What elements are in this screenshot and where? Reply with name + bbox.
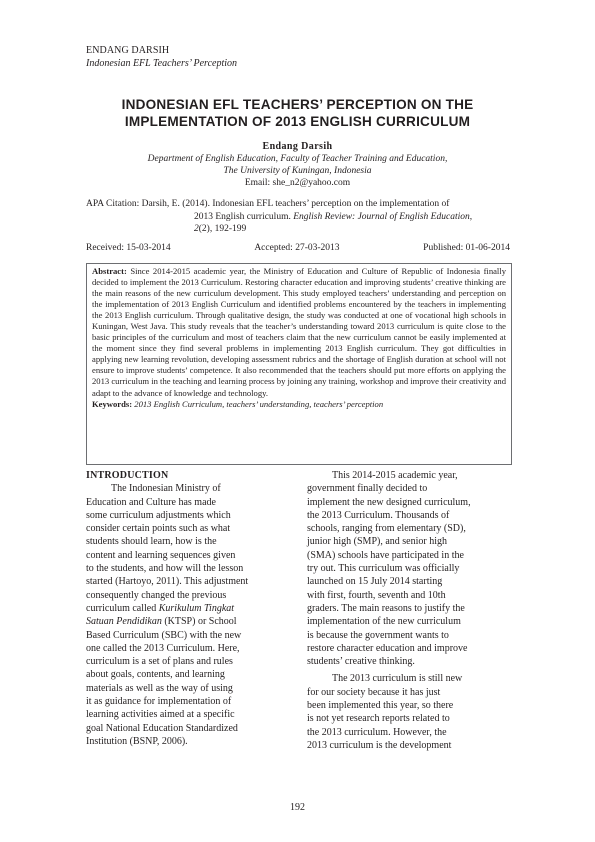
text-line: is because the government wants to	[307, 629, 449, 641]
affiliation-line-1: Department of English Education, Faculty of Teacher Training and Education,	[147, 154, 448, 164]
text-line: it as guidance for implementation of	[86, 696, 232, 708]
text-line: started (Hartoyo, 2011). This adjustment	[86, 576, 249, 588]
text-line: launched on 15 July 2014 starting	[307, 576, 443, 588]
text-line: about goals, contents, and learning	[86, 669, 225, 681]
citation-line-2	[86, 211, 510, 224]
left-column-body	[86, 482, 291, 748]
text-line: is not yet research reports related to	[307, 713, 450, 725]
text-line: The 2013 curriculum is still new	[332, 673, 463, 685]
text-line: for our society because it has just	[307, 686, 441, 698]
citation-line-1: APA Citation: Darsih, E. (2014). Indonesian EFL teachers’ perception on the implementation of	[86, 199, 450, 209]
right-column	[307, 469, 512, 752]
keywords	[92, 399, 506, 410]
text-line: 2013 curriculum is the development	[307, 739, 452, 751]
date-accepted: Accepted: 27-03-2013	[254, 243, 340, 253]
text-line: learning activities aimed at a specific	[86, 709, 235, 721]
citation-plain: 2013 English curriculum.	[194, 211, 294, 222]
text-line: implementation of the new curriculum	[307, 616, 461, 628]
text-line: Institution (BSNP, 2006).	[86, 735, 188, 747]
text-line: students should learn, how is the	[86, 536, 217, 548]
author-email: Email: she_n2@yahoo.com	[244, 178, 351, 188]
text-line: consider certain points such as what	[86, 523, 231, 535]
left-column	[86, 469, 291, 748]
title-line-1: INDONESIAN EFL TEACHERS’ PERCEPTION ON THE	[121, 97, 474, 112]
text-line: The Indonesian Ministry of	[111, 483, 221, 495]
date-received: Received: 15-03-2014	[86, 243, 171, 253]
text-line: Based Curriculum (SBC) with the new	[86, 629, 242, 641]
text-run: (KTSP) or School	[161, 616, 237, 628]
running-head-author: ENDANG DARSIH	[86, 45, 170, 56]
text-line: students’ creative thinking.	[307, 656, 415, 668]
text-line: (SMA) schools have participated in the	[307, 549, 464, 561]
text-line: consequently changed the previous	[86, 589, 227, 601]
text-line	[86, 602, 291, 615]
text-run: curriculum called	[86, 602, 159, 614]
text-line: materials as well as the way of using	[86, 682, 233, 694]
text-line: been implemented this year, so there	[307, 700, 454, 712]
abstract-label: Abstract:	[92, 266, 127, 276]
article-dates	[86, 243, 510, 253]
section-heading-introduction: INTRODUCTION	[86, 470, 169, 481]
text-line: one called the 2013 Curriculum. Here,	[86, 642, 240, 654]
text-line: try out. This curriculum was officially	[307, 563, 460, 575]
author-name: Endang Darsih	[262, 141, 333, 152]
title-line-2: IMPLEMENTATION OF 2013 ENGLISH CURRICULUM	[124, 114, 471, 129]
apa-citation	[86, 198, 510, 236]
text-line: content and learning sequences given	[86, 549, 236, 561]
text-line: restore character education and improve	[307, 642, 468, 654]
text-line: with first, fourth, seventh and 10th	[307, 589, 446, 601]
italic-term: Kurikulum Tingkat	[158, 602, 235, 614]
text-line: the 2013 curriculum. However, the	[307, 726, 447, 738]
text-line: some curriculum adjustments which	[86, 509, 231, 521]
text-line: the 2013 Curriculum. Thousands of	[307, 509, 450, 521]
keywords-label: Keywords:	[92, 398, 133, 409]
abstract-box	[86, 263, 512, 465]
keywords-text: 2013 English Curriculum, teachers’ understanding, teachers’ perception	[134, 398, 384, 409]
abstract	[92, 266, 506, 399]
italic-term: Satuan Pendidikan	[86, 616, 162, 628]
text-line	[86, 615, 291, 628]
right-column-body	[307, 469, 512, 752]
text-line: graders. The main reasons to justify the	[307, 602, 465, 614]
citation-line-3	[86, 223, 510, 236]
article-title	[60, 96, 535, 130]
page-number: 192	[290, 802, 305, 813]
text-line: curriculum is a set of plans and rules	[86, 656, 233, 668]
text-line: junior high (SMP), and senior high	[307, 536, 447, 548]
citation-volume: 2	[194, 224, 199, 234]
abstract-text: Since 2014-2015 academic year, the Ministry of Education and Culture of Republic of Indonesia finally decided to implement the 2013 Curriculum. Restoring character education and improving students’ creative thinking are the main reasons of the new curriculum development. This study employed teachers’ understanding and perception on the implementation of 2013 English Curriculum and identified problems encountered by the teachers in implementing the 2013 English curriculum. Through qualitative design, the study was conducted at one of vocational high schools in Kuningan, West Java. This study reveals that the teacher’s understanding toward 2013 curriculum is quite close to the basic principles of the curriculum and most of teachers claim that the new curriculum cannot be easily implemented at the moment since they find several problems in implementing 2013 English curriculum. They got difficulties in applying new learning revolution, developing assessment rubrics and the shortage of English duration at school will not ensure to improve students’ competence. It also recommended that the teachers should put more efforts on applying the 2013 curriculum in the teaching and learning process by joining any training, workshop and improve their creativity and adapt to the advance of knowledge and technology.	[92, 266, 506, 398]
text-line: schools, ranging from elementary (SD),	[307, 523, 466, 535]
date-published: Published: 01-06-2014	[423, 243, 510, 253]
citation-journal: English Review: Journal of English Education,	[293, 211, 473, 222]
text-line: This 2014-2015 academic year,	[332, 470, 458, 481]
text-line: to the students, and how will the lesson	[86, 563, 244, 575]
text-line: government finally decided to	[307, 483, 428, 495]
text-line: Education and Culture has made	[86, 496, 216, 508]
text-line: goal National Education Standardized	[86, 722, 238, 734]
affiliation-line-2: The University of Kuningan, Indonesia	[223, 166, 372, 176]
citation-pages: (2), 192-199	[198, 224, 247, 234]
running-head-subtitle: Indonesian EFL Teachers’ Perception	[86, 58, 238, 69]
text-line: implement the new designed curriculum,	[307, 496, 471, 508]
